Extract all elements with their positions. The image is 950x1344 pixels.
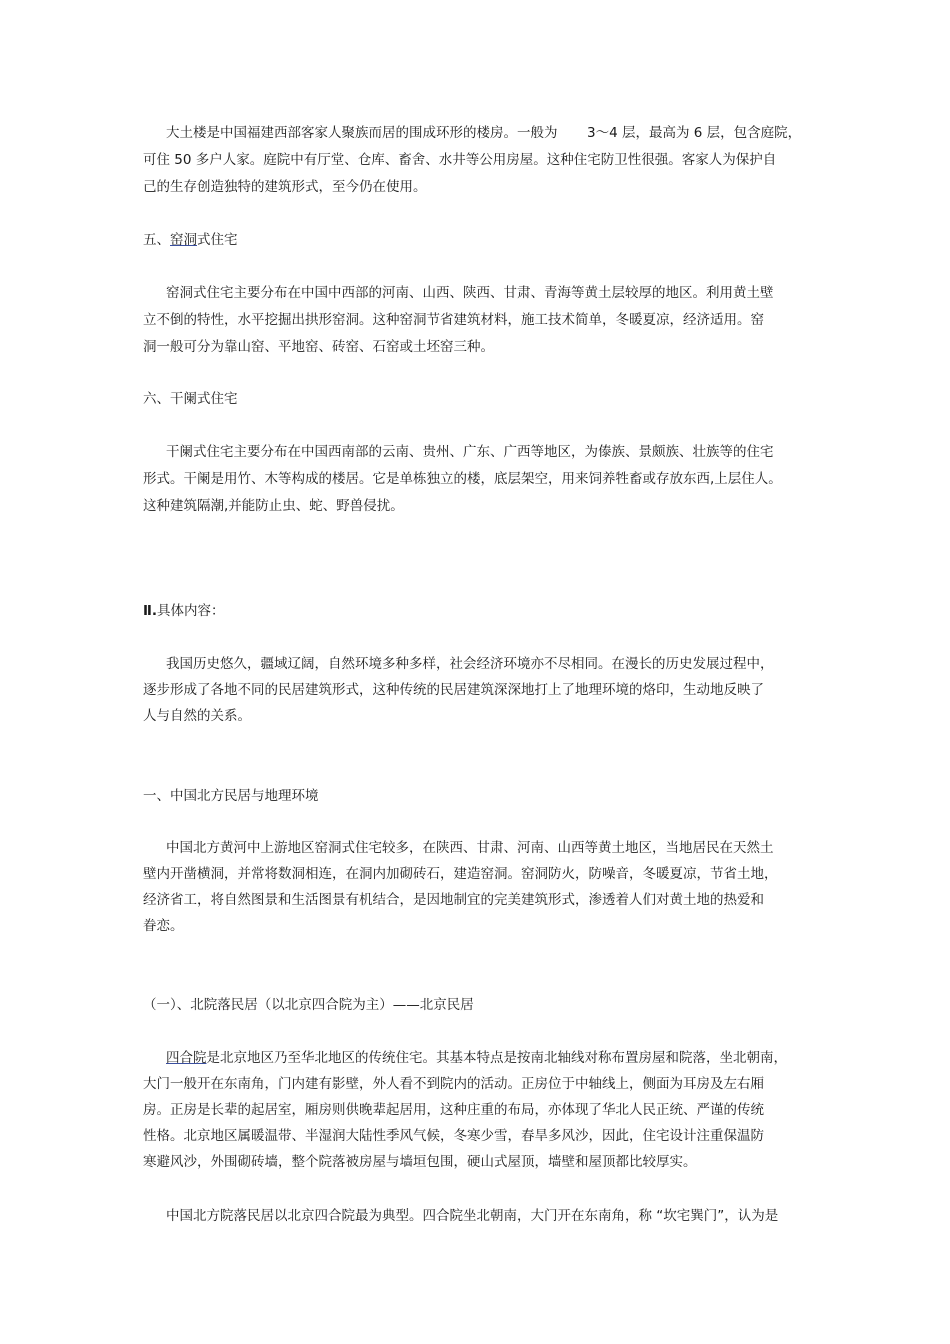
heading-prefix: 五、 xyxy=(143,232,170,248)
section-number: Ⅱ. xyxy=(143,603,158,619)
paragraph-line: 人与自然的关系。 xyxy=(143,708,251,724)
paragraph-line: 我国历史悠久，疆域辽阔，自然环境多种多样，社会经济环境亦不尽相同。在漫长的历史发展过程中， xyxy=(166,656,774,672)
paragraph-line: 可住 50 多户人家。庭院中有厅堂、仓库、畜舍、水井等公用房屋。这种住宅防卫性很强。客家人为保护自 xyxy=(143,152,777,168)
yaodong-link[interactable]: 窑洞 xyxy=(170,232,197,248)
section-heading: 六、干阑式住宅 xyxy=(143,391,238,407)
paragraph-line: 眷恋。 xyxy=(143,918,184,934)
paragraph-line: 3～4 层，最高为 6 层，包含庭院， xyxy=(587,125,802,141)
paragraph-line: 这种建筑隔潮,并能防止虫、蛇、野兽侵扰。 xyxy=(143,498,404,514)
paragraph-text: 是北京地区乃至华北地区的传统住宅。其基本特点是按南北轴线对称布置房屋和院落，坐北朝南， xyxy=(206,1050,787,1066)
paragraph-line: 己的生存创造独特的建筑形式，至今仍在使用。 xyxy=(143,179,427,195)
heading-suffix: 式住宅 xyxy=(197,232,238,248)
section-heading xyxy=(143,231,238,249)
paragraph-line: 形式。干阑是用竹、木等构成的楼居。它是单栋独立的楼，底层架空，用来饲养牲畜或存放东西,上层住人。 xyxy=(143,471,782,487)
paragraph-line: 壁内开凿横洞，并常将数洞相连，在洞内加砌砖石，建造窑洞。窑洞防火，防噪音，冬暖夏凉，节省土地， xyxy=(143,866,778,882)
paragraph-line: 逐步形成了各地不同的民居建筑形式，这种传统的民居建筑深深地打上了地理环境的烙印，生动地反映了 xyxy=(143,682,764,698)
section-heading: 一、中国北方民居与地理环境 xyxy=(143,788,319,804)
paragraph-line: 洞一般可分为靠山窑、平地窑、砖窑、石窑或土坯窑三种。 xyxy=(143,339,494,355)
siheyuan-link[interactable]: 四合院 xyxy=(166,1050,207,1066)
paragraph-line: 中国北方院落民居以北京四合院最为典型。四合院坐北朝南，大门开在东南角，称 “坎宅巽门”，认为是 xyxy=(166,1208,779,1224)
paragraph-line: 中国北方黄河中上游地区窑洞式住宅较多，在陕西、甘肃、河南、山西等黄土地区，当地居民在天然土 xyxy=(166,840,774,856)
paragraph-line: 房。正房是长辈的起居室，厢房则供晚辈起居用，这种庄重的布局，亦体现了华北人民正统、严谨的传统 xyxy=(143,1102,764,1118)
paragraph-line: 干阑式住宅主要分布在中国西南部的云南、贵州、广东、广西等地区，为傣族、景颇族、壮族等的住宅 xyxy=(166,444,774,460)
paragraph-line: 大土楼是中国福建西部客家人聚族而居的围成环形的楼房。一般为 xyxy=(166,125,558,141)
section-title xyxy=(143,602,225,620)
paragraph-line: 窑洞式住宅主要分布在中国中西部的河南、山西、陕西、甘肃、青海等黄土层较厚的地区。利用黄土壁 xyxy=(166,285,774,301)
paragraph-line: 性格。北京地区属暖温带、半湿润大陆性季风气候，冬寒少雪，春旱多风沙，因此，住宅设计注重保温防 xyxy=(143,1128,764,1144)
subsection-heading: （一）、北院落民居（以北京四合院为主）——北京民居 xyxy=(143,997,474,1013)
section-label: 具体内容： xyxy=(157,603,225,619)
paragraph-line: 立不倒的特性，水平挖掘出拱形窑洞。这种窑洞节省建筑材料，施工技术简单，冬暖夏凉，经济适用。窑 xyxy=(143,312,764,328)
paragraph-line xyxy=(166,1049,787,1067)
paragraph-line: 寒避风沙，外围砌砖墙，整个院落被房屋与墙垣包围，硬山式屋顶，墙壁和屋顶都比较厚实。 xyxy=(143,1154,697,1170)
paragraph-line: 经济省工，将自然图景和生活图景有机结合，是因地制宜的完美建筑形式，渗透着人们对黄土地的热爱和 xyxy=(143,892,764,908)
paragraph-line: 大门一般开在东南角，门内建有影壁，外人看不到院内的活动。正房位于中轴线上，侧面为耳房及左右厢 xyxy=(143,1076,764,1092)
